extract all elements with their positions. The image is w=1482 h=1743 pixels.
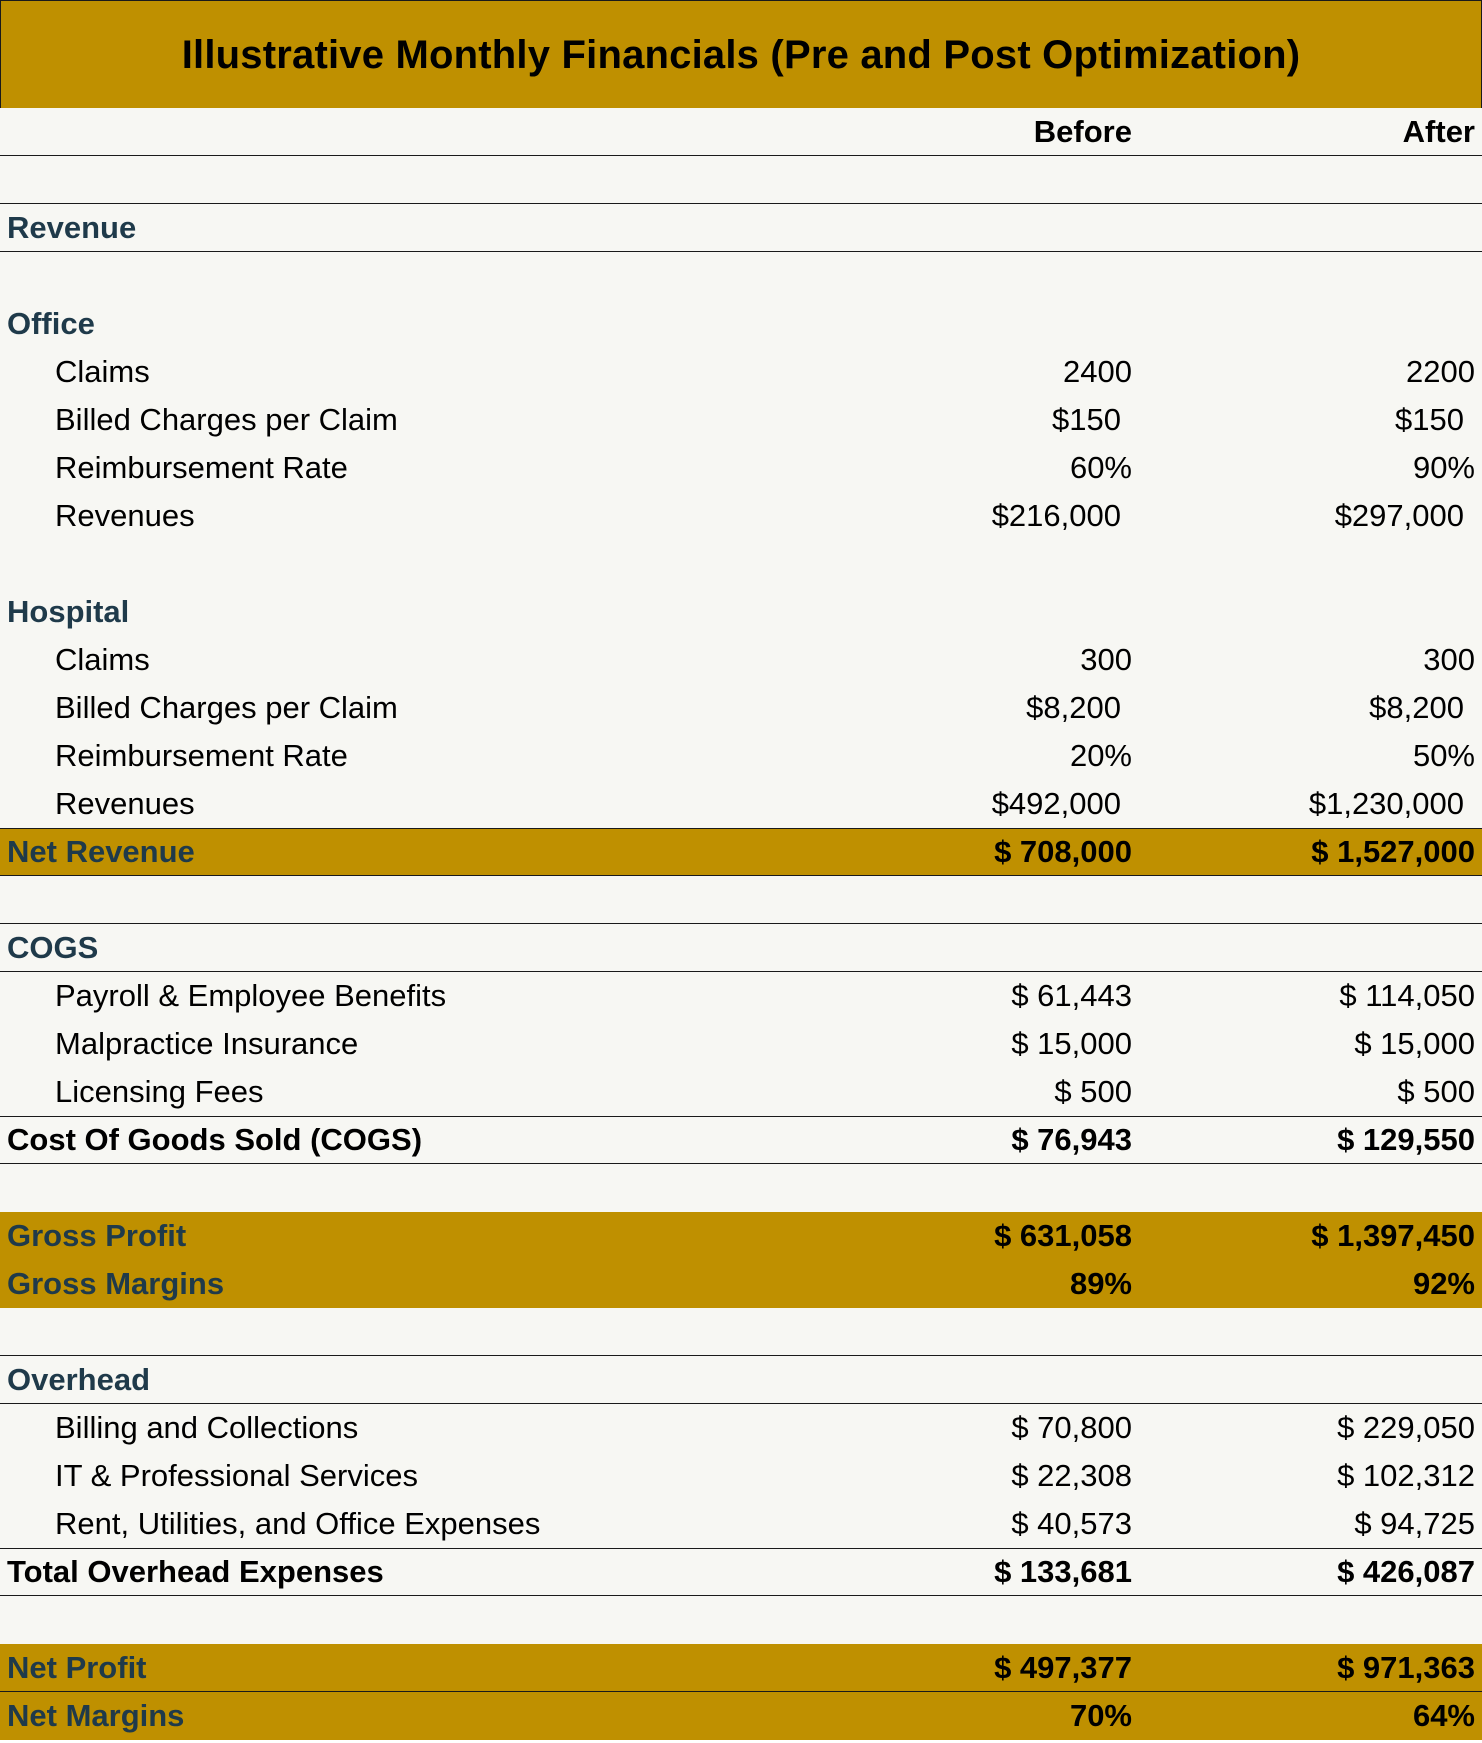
value-after: $1,230,000 <box>1308 786 1464 821</box>
value-after: 64% <box>1412 1698 1475 1733</box>
value-after: 2200 <box>1406 354 1475 389</box>
hospital-group-row <box>0 588 1482 636</box>
row-label: Licensing Fees <box>55 1074 264 1109</box>
table-row <box>0 1452 1482 1500</box>
column-header-before: Before <box>1033 113 1132 149</box>
value-after: $ 114,050 <box>1339 978 1475 1013</box>
value-before: $ 76,943 <box>1011 1122 1132 1157</box>
row-label: Reimbursement Rate <box>55 450 348 485</box>
row-label: Claims <box>55 354 150 389</box>
value-after: $ 1,397,450 <box>1311 1218 1475 1253</box>
cogs-section-row <box>0 924 1482 972</box>
value-before: $ 22,308 <box>1011 1458 1132 1493</box>
value-after: $ 102,312 <box>1337 1458 1475 1493</box>
row-label: Cost Of Goods Sold (COGS) <box>7 1122 423 1157</box>
row-label: Total Overhead Expenses <box>7 1554 384 1589</box>
table-row <box>0 684 1482 732</box>
table-row <box>0 780 1482 828</box>
overhead-total-row <box>0 1548 1482 1596</box>
table-row <box>0 972 1482 1020</box>
value-before: $ 40,573 <box>1011 1506 1132 1541</box>
row-label: Billed Charges per Claim <box>55 690 398 725</box>
overhead-section-row <box>0 1356 1482 1404</box>
value-before: $150 <box>1052 402 1121 437</box>
value-before: 2400 <box>1063 354 1132 389</box>
spacer-row <box>0 252 1482 300</box>
row-label: IT & Professional Services <box>55 1458 418 1493</box>
value-before: 20% <box>1069 738 1132 773</box>
value-after: $ 229,050 <box>1337 1410 1475 1445</box>
row-label: Malpractice Insurance <box>55 1026 359 1061</box>
row-label: Revenues <box>55 786 195 821</box>
table-row <box>0 492 1482 540</box>
table-row <box>0 1020 1482 1068</box>
table-row <box>0 1404 1482 1452</box>
office-label: Office <box>7 306 95 341</box>
table-row <box>0 396 1482 444</box>
spacer-row <box>0 1164 1482 1212</box>
spacer-row <box>0 876 1482 924</box>
cogs-section-label: COGS <box>7 929 99 965</box>
spacer-row <box>0 1308 1482 1356</box>
value-before: $8,200 <box>1026 690 1121 725</box>
table-row <box>0 1500 1482 1548</box>
value-before: 70% <box>1069 1698 1132 1733</box>
value-before: $ 708,000 <box>994 834 1132 869</box>
overhead-section-label: Overhead <box>7 1361 151 1397</box>
row-label: Net Profit <box>7 1649 147 1685</box>
row-label: Revenues <box>55 498 195 533</box>
title-bar <box>0 0 1482 110</box>
table-row <box>0 1068 1482 1116</box>
revenue-section-label: Revenue <box>7 209 137 245</box>
spacer-row <box>0 1596 1482 1644</box>
hospital-label: Hospital <box>7 594 130 629</box>
value-after: 300 <box>1423 642 1475 677</box>
spacer-row <box>0 156 1482 204</box>
column-header-row <box>0 108 1482 156</box>
gross-profit-row <box>0 1212 1482 1260</box>
value-before: $ 15,000 <box>1011 1026 1132 1061</box>
table-row <box>0 348 1482 396</box>
spacer-row <box>0 540 1482 588</box>
value-after: $ 129,550 <box>1337 1122 1475 1157</box>
row-label: Rent, Utilities, and Office Expenses <box>55 1506 541 1541</box>
value-after: $ 426,087 <box>1337 1554 1475 1589</box>
table-row <box>0 732 1482 780</box>
value-after: $8,200 <box>1369 690 1464 725</box>
value-after: $ 15,000 <box>1354 1026 1475 1061</box>
value-before: 89% <box>1069 1266 1132 1301</box>
row-label: Net Margins <box>7 1698 185 1733</box>
value-after: 90% <box>1412 450 1475 485</box>
cogs-total-row <box>0 1116 1482 1164</box>
value-before: $ 133,681 <box>994 1554 1132 1589</box>
value-after: $ 1,527,000 <box>1311 834 1475 869</box>
revenue-section-row <box>0 204 1482 252</box>
row-label: Gross Profit <box>7 1218 187 1253</box>
value-before: $ 70,800 <box>1011 1410 1132 1445</box>
column-header-after: After <box>1402 113 1475 149</box>
row-label: Claims <box>55 642 150 677</box>
net-profit-row <box>0 1644 1482 1692</box>
row-label: Payroll & Employee Benefits <box>55 978 447 1013</box>
row-label: Reimbursement Rate <box>55 738 348 773</box>
value-after: $ 500 <box>1397 1074 1475 1109</box>
net-margins-row <box>0 1692 1482 1740</box>
value-before: $ 497,377 <box>994 1649 1132 1685</box>
row-label: Net Revenue <box>7 834 195 869</box>
value-before: $ 500 <box>1054 1074 1132 1109</box>
row-label: Gross Margins <box>7 1266 225 1301</box>
value-before: $ 631,058 <box>994 1218 1132 1253</box>
financials-table <box>0 108 1482 1740</box>
table-row <box>0 444 1482 492</box>
value-before: 60% <box>1069 450 1132 485</box>
row-label: Billed Charges per Claim <box>55 402 398 437</box>
row-label: Billing and Collections <box>55 1410 359 1445</box>
value-before: $ 61,443 <box>1011 978 1132 1013</box>
value-after: $ 971,363 <box>1337 1649 1475 1685</box>
net-revenue-row <box>0 828 1482 876</box>
value-after: $150 <box>1395 402 1464 437</box>
value-after: 50% <box>1412 738 1475 773</box>
value-after: 92% <box>1412 1266 1475 1301</box>
value-before: $216,000 <box>991 498 1121 533</box>
office-group-row <box>0 300 1482 348</box>
page-title: Illustrative Monthly Financials (Pre and Post Optimization) <box>181 32 1301 77</box>
gross-margins-row <box>0 1260 1482 1308</box>
value-after: $297,000 <box>1334 498 1464 533</box>
value-before: 300 <box>1080 642 1132 677</box>
value-before: $492,000 <box>991 786 1121 821</box>
table-row <box>0 636 1482 684</box>
value-after: $ 94,725 <box>1354 1506 1475 1541</box>
